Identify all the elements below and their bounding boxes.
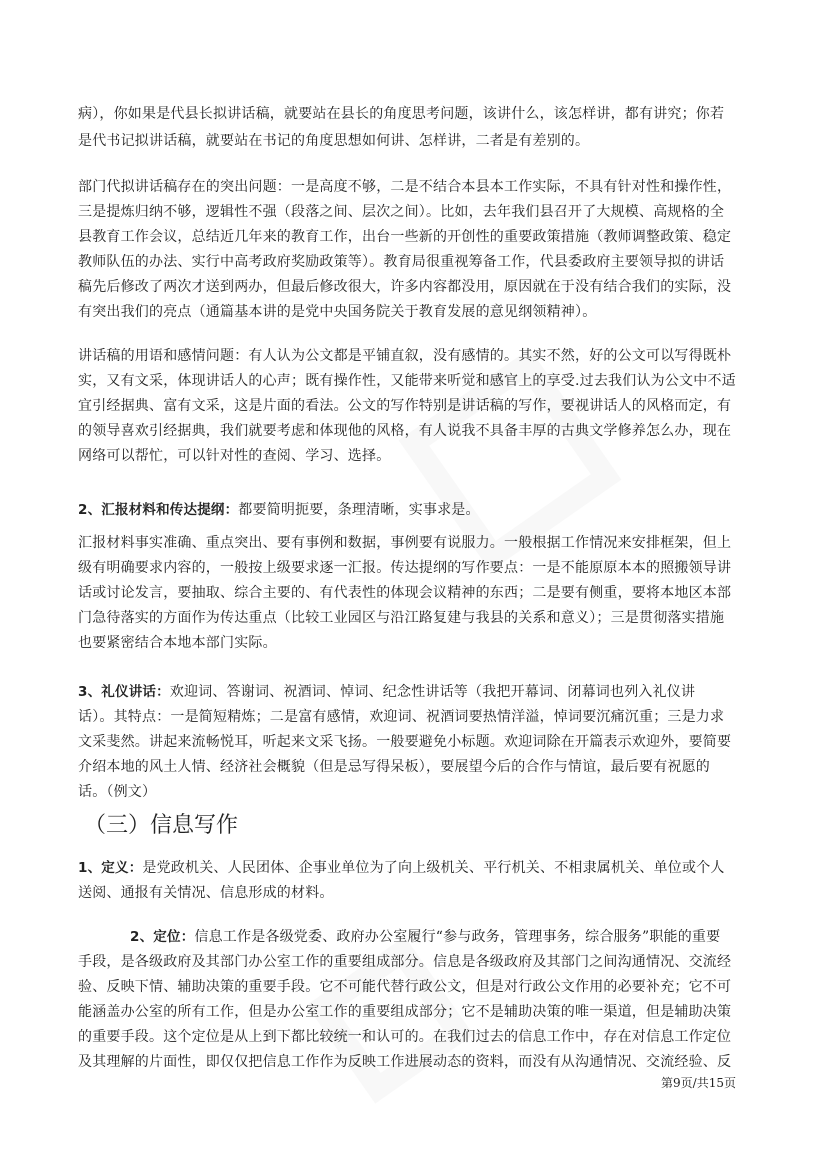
line-text: 实，又有文采，体现讲话人的心声；既有操作性，又能带来听觉和感官上的享受.过去我们认为公文中不适 xyxy=(78,373,736,389)
line-text: 是党政机关、人民团体、企事业单位为了向上级机关、平行机关、不相隶属机关、单位或个人 xyxy=(142,860,725,876)
text-line xyxy=(78,132,589,150)
line-text: 稿先后修改了两次才送到两办，但最后修改很大，许多内容都没用，原因就在于没有结合我们的实际，没 xyxy=(78,279,732,295)
line-text: 信息工作是各级党委、政府办公室履行“参与政务，管理事务，综合服务”职能的重要 xyxy=(194,929,721,945)
text-line xyxy=(78,783,156,801)
text-line xyxy=(78,978,731,996)
text-line xyxy=(78,372,736,390)
line-text: 教师队伍的办法、实行中高考政府奖励政策等）。教育局很重视筹备工作，代县委政府主要领导拟的讲话 xyxy=(78,254,725,270)
text-line xyxy=(78,884,334,902)
item-label: 2、汇报材料和传达提纲： xyxy=(78,502,239,518)
text-line xyxy=(78,634,277,652)
text-line xyxy=(78,683,695,701)
line-text: 话）。其特点：一是简短精炼；二是富有感情，欢迎词、祝酒词要热情洋溢，悼词要沉痛沉重；三是力求 xyxy=(78,709,725,725)
line-text: 网络可以帮忙，可以针对性的查阅、学习、选择。 xyxy=(78,448,391,464)
text-line xyxy=(78,422,731,440)
text-line xyxy=(78,859,725,877)
text-line xyxy=(78,733,731,751)
line-text: 汇报材料事实准确、重点突出、要有事例和数据，事例要有说服力。一般根据工作情况来安排框架，但上 xyxy=(78,535,732,551)
text-line xyxy=(78,609,724,627)
text-line xyxy=(78,397,731,415)
line-text: 文采斐然。讲起来流畅悦耳，听起来文采飞扬。一般要避免小标题。欢迎词除在开篇表示欢迎外，要简要 xyxy=(78,734,732,750)
line-text: 三是提炼归纳不够，逻辑性不强（段落之间、层次之间）。比如，去年我们县召开了大规模、高规格的全 xyxy=(78,204,725,220)
text-line xyxy=(78,758,710,776)
line-text: 欢迎词、答谢词、祝酒词、悼词、纪念性讲话等（我把开幕词、闭幕词也列入礼仪讲 xyxy=(169,684,696,700)
text-line xyxy=(78,1053,731,1071)
line-text: 讲话稿的用语和感情问题：有人认为公文都是平铺直叙，没有感情的。其实不然，好的公文可以写得既朴 xyxy=(78,348,732,364)
line-text: 话或讨论发言，要抽取、综合主要的、有代表性的体现会议精神的东西；二是要有侧重，要将本地区本部 xyxy=(78,585,732,601)
text-line xyxy=(78,178,731,196)
line-text: 的领导喜欢引经据典，我们就要考虑和体现他的风格，有人说我不具备丰厚的古典文学修养怎么办，现在 xyxy=(78,423,732,439)
line-text: 介绍本地的风土人情、经济社会概貌（但是忌写得呆板），要展望今后的合作与情谊，最后要有祝愿的 xyxy=(78,759,710,775)
text-line xyxy=(78,105,724,123)
line-text: 有突出我们的亮点（通篇基本讲的是党中央国务院关于教育发展的意见纲领精神）。 xyxy=(78,304,597,320)
text-line xyxy=(78,228,731,246)
section-heading: （三）信息写作 xyxy=(84,813,239,838)
text-line xyxy=(78,303,596,321)
line-text: 送阅、通报有关情况、信息形成的材料。 xyxy=(78,885,334,901)
text-line xyxy=(78,1003,731,1021)
line-text: 门急待落实的方面作为传达重点（比较工业园区与沿江路复建与我县的关系和意义）；三是贯彻落实措施 xyxy=(78,610,725,626)
line-text: 级有明确要求内容的，一般按上级要求逐一汇报。传达提纲的写作要点：一是不能原原本本的照搬领导讲 xyxy=(78,560,732,576)
item-label: 3、礼仪讲话： xyxy=(78,684,170,700)
line-text: 验、反映下情、辅助决策的重要手段。它不可能代替行政公文，但是对行政公文作用的必要补充；它不可 xyxy=(78,979,732,995)
text-line xyxy=(78,203,724,221)
text-line xyxy=(78,559,731,577)
line-text: 部门代拟讲话稿存在的突出问题：一是高度不够，二是不结合本县本工作实际，不具有针对性和操作性， xyxy=(78,179,732,195)
line-text: 能涵盖办公室的所有工作，但是办公室工作的重要组成部分；它不是辅助决策的唯一渠道，但是辅助决策 xyxy=(78,1004,732,1020)
line-text: 是代书记拟讲话稿，就要站在书记的角度思想如何讲、怎样讲，二者是有差别的。 xyxy=(78,133,590,149)
item-label: 1、定义： xyxy=(78,860,143,876)
text-line xyxy=(130,928,720,946)
line-text: 宜引经据典、富有文采，这是片面的看法。公文的写作特别是讲话稿的写作，要视讲话人的风格而定，有 xyxy=(78,398,732,414)
text-line xyxy=(78,501,480,519)
text-line xyxy=(78,953,731,971)
line-text: 的重要手段。这个定位是从上到下都比较统一和认可的。在我们过去的信息工作中，存在对信息工作定位 xyxy=(78,1029,732,1045)
text-line xyxy=(78,584,731,602)
line-text: 病），你如果是代县长拟讲话稿，就要站在县长的角度思考问题，该讲什么，该怎样讲，都有讲究；你若 xyxy=(78,106,725,122)
text-line xyxy=(78,253,724,271)
page-number: 第9页/共15页 xyxy=(661,1076,736,1090)
line-text: 都要简明扼要，条理清晰，实事求是。 xyxy=(238,502,480,518)
text-line xyxy=(78,447,390,465)
text-line xyxy=(78,278,731,296)
text-line xyxy=(78,347,731,365)
line-text: 也要紧密结合本地本部门实际。 xyxy=(78,635,277,651)
text-line xyxy=(78,1028,731,1046)
line-text: 县教育工作会议，总结近几年来的教育工作，出台一些新的开创性的重要政策措施（教师调整政策、稳定 xyxy=(78,229,732,245)
text-line xyxy=(78,708,724,726)
line-text: 手段，是各级政府及其部门办公室工作的重要组成部分。信息是各级政府及其部门之间沟通情况、交流经 xyxy=(78,954,732,970)
item-label: 2、定位： xyxy=(130,929,195,945)
line-text: 及其理解的片面性，即仅仅把信息工作作为反映工作进展动态的资料，而没有从沟通情况、交流经验、反 xyxy=(78,1054,732,1070)
line-text: 话。（例文） xyxy=(78,784,157,800)
text-line xyxy=(78,534,731,552)
